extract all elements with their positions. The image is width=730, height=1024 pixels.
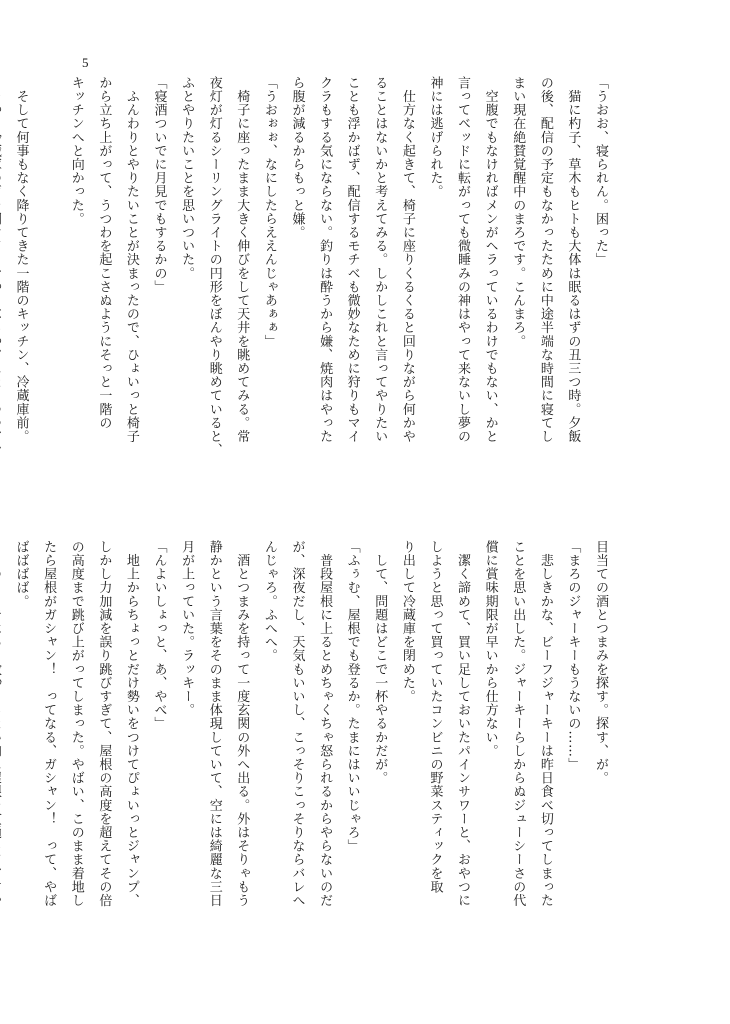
text-line: たら屋根がガシャン！ ってなる、ガシャン！ って、やば [41,540,57,908]
text-line: 悲しきかな、ビーフジャーキーは昨日食べ切ってしまった [537,540,553,908]
text-line: 仕方なく起きて、椅子に座りくるくると回りながら何かや [399,76,415,444]
text-line: ることはないかと考えてみる。しかしこれと言ってやりたい [372,76,388,444]
text-line: 普段屋根に上るとめちゃくちゃ怒られるからやらないのだ [317,540,333,908]
text-line: 空腹でもなければメンがヘラっているわけでもない、かと [482,76,498,444]
text-line: 猫に杓子、草木もヒトも大体は眠るはずの丑三つ時。夕飯 [565,76,581,444]
text-line: 「ふぅむ、屋根でも登るか。たまにはいいじゃろ」 [344,540,360,853]
text-line: 酒とつまみを持って一度玄関の外へ出る。外はそりゃもう [234,540,250,908]
text-line: しかし力加減を誤り跳びすぎて、屋根の高度を超えてその倍 [96,540,112,908]
text-block-top [0,76,614,506]
text-line: ことも浮かばず、配信するモチベも微妙なために狩りもマイ [344,76,360,444]
text-line: が、深夜だし、天気もいいし、こっそりこっそりならバレへ [289,540,305,908]
text-line: 椅子に座ったまま大きく伸びをして天井を眺めてみる。常 [234,76,250,444]
text-line: 「まろのジャーキーもうないの……」 [565,540,581,772]
text-line: 「んよいしょっと、あ、やべ」 [151,540,167,731]
text-line: り出して冷蔵庫を閉めた。 [399,540,415,704]
text-line: 夜灯が灯るシーリングライトの円形をぼんやり眺めていると、 [206,76,222,457]
text-line: 潔く諦めて、買い足しておいたパインサワーと、おやつに [455,540,471,908]
text-line: 言ってベッドに転がっても微睡みの神はやって来ないし夢の [455,76,471,444]
text-line: ばばばば。 [13,540,29,608]
text-line [0,76,7,506]
text-line: 月が上っていた。ラッキー。 [179,540,195,717]
text-line: そして何事もなく降りてきた一階のキッチン、冷蔵庫前。 [13,76,29,444]
text-line: しようと思って買っていたコンビニの野菜スティックを取 [427,540,443,894]
text-line: ふんわりとやりたいことが決まったので、ひょいっと椅子 [123,76,139,444]
text-line: クラもする気にならない。釣りは酔うから嫌、焼肉はやった [317,76,333,444]
text-line: キッチンへと向かった。 [68,76,84,226]
text-line: 「うおぉぉ、なにしたらええんじゃあぁぁ」 [261,76,277,348]
text-line: んじゃろ。ふへへ。 [261,540,277,663]
page-number: 5 [82,55,89,70]
text-line: 「うおお、寝られん。困った」 [593,76,608,267]
text-line: の高度まで跳び上がってしまった。やばい、このまま着地し [68,540,84,908]
text-line: ら腹が減るからもっと嫌。 [289,76,305,240]
text-line: 「寝酒ついでに月見でもするかの」 [151,76,167,294]
text-line: して、問題はどこで一杯やるかだが。 [372,540,388,785]
text-line [0,540,7,970]
text-line: 目当ての酒とつまみを探す。探す、が。 [593,540,608,785]
text-line: 静かという言葉をそのまま体現していて、空には綺麗な三日 [206,540,222,908]
text-line: ふとやりたいことを思いついた。 [179,76,195,280]
text-line: の後、配信の予定もなかったために中途半端な時間に寝てし [537,76,553,444]
text-block-bottom [0,540,614,970]
text-line: まい現在絶賛覚醒中のまろです。こんまろ。 [510,76,526,348]
text-line: 神には逃げられた。 [427,76,443,199]
text-line: 地上からちょっとだけ勢いをつけてぴょいっとジャンプ、 [123,540,139,908]
text-line: ことを思い出した。ジャーキーらしからぬジューシーさの代 [510,540,526,908]
text-line: から立ち上がって、うつわを起こさぬようにそっと一階の [96,76,112,430]
text-line [35,76,63,506]
text-line: 償に賞味期限が早いから仕方ない。 [482,540,498,758]
